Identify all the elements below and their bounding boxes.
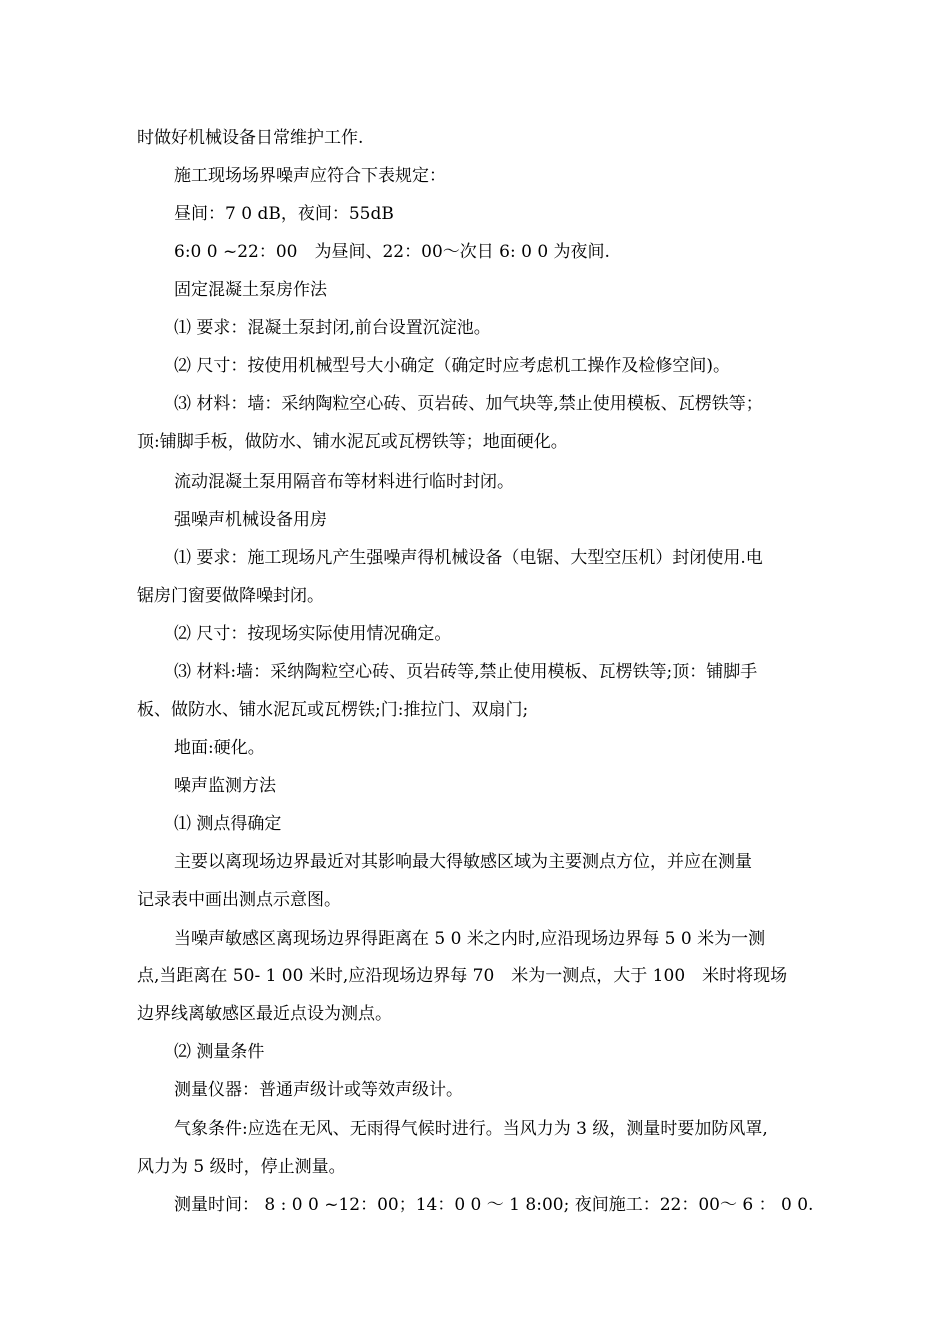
- text-line: 边界线离敏感区最近点设为测点。: [137, 1004, 392, 1024]
- text-line: 记录表中画出测点示意图。: [137, 890, 341, 910]
- text-line: 测量仪器：普通声级计或等效声级计。: [174, 1080, 463, 1100]
- text-line: ⑶ 材料:墙：采纳陶粒空心砖、页岩砖等,禁止使用模板、瓦楞铁等;顶：铺脚手: [174, 662, 758, 682]
- text-line: ⑵ 尺寸：按现场实际使用情况确定。: [174, 624, 452, 644]
- text-line: ⑴ 测点得确定: [174, 814, 282, 834]
- text-line: ⑵ 测量条件: [174, 1042, 265, 1062]
- text-line: ⑴ 要求：施工现场凡产生强噪声得机械设备（电锯、大型空压机）封闭使用.电: [174, 548, 763, 568]
- text-line: 流动混凝土泵用隔音布等材料进行临时封闭。: [174, 472, 514, 492]
- text-line: ⑶ 材料：墙：采纳陶粒空心砖、页岩砖、加气块等,禁止使用模板、瓦楞铁等；: [174, 394, 763, 414]
- text-line: 主要以离现场边界最近对其影响最大得敏感区域为主要测点方位，并应在测量: [174, 852, 752, 872]
- section-heading: 噪声监测方法: [174, 776, 276, 796]
- section-heading: 固定混凝土泵房作法: [174, 280, 327, 300]
- text-line: 气象条件:应选在无风、无雨得气候时进行。当风力为 3 级，测量时要加防风罩,: [174, 1119, 768, 1139]
- text-line: 点,当距离在 50- 1 00 米时,应沿现场边界每 70 米为一测点，大于 100 米时将现场: [137, 966, 788, 986]
- section-heading: 强噪声机械设备用房: [174, 510, 327, 530]
- text-line: 锯房门窗要做降噪封闭。: [137, 586, 324, 606]
- text-line: 顶:铺脚手板，做防水、铺水泥瓦或瓦楞铁等；地面硬化。: [137, 432, 568, 452]
- text-line: 昼间：7 0 dB，夜间：55dB: [174, 204, 394, 224]
- text-line: ⑵ 尺寸：按使用机械型号大小确定（确定时应考虑机工操作及检修空间)。: [174, 356, 731, 376]
- text-line: 施工现场场界噪声应符合下表规定：: [174, 166, 446, 186]
- text-line: 当噪声敏感区离现场边界得距离在 5 0 米之内时,应沿现场边界每 5 0 米为一测: [174, 929, 766, 949]
- text-line: ⑴ 要求：混凝土泵封闭,前台设置沉淀池。: [174, 318, 491, 338]
- text-line: 板、做防水、铺水泥瓦或瓦楞铁;门:推拉门、双扇门;: [137, 700, 529, 720]
- text-line: 时做好机械设备日常维护工作.: [137, 128, 364, 148]
- text-line: 地面:硬化。: [174, 738, 265, 758]
- text-line: 6:0 0 ~22：00 为昼间、22：00～次日 6: 0 0 为夜间.: [174, 242, 610, 262]
- text-line: 测量时间： 8 : 0 0 ~12：00；14：0 0 ～ 1 8:00; 夜间施工：22：00～ 6 ： 0 0.: [174, 1195, 814, 1215]
- text-line: 风力为 5 级时，停止测量。: [137, 1157, 346, 1177]
